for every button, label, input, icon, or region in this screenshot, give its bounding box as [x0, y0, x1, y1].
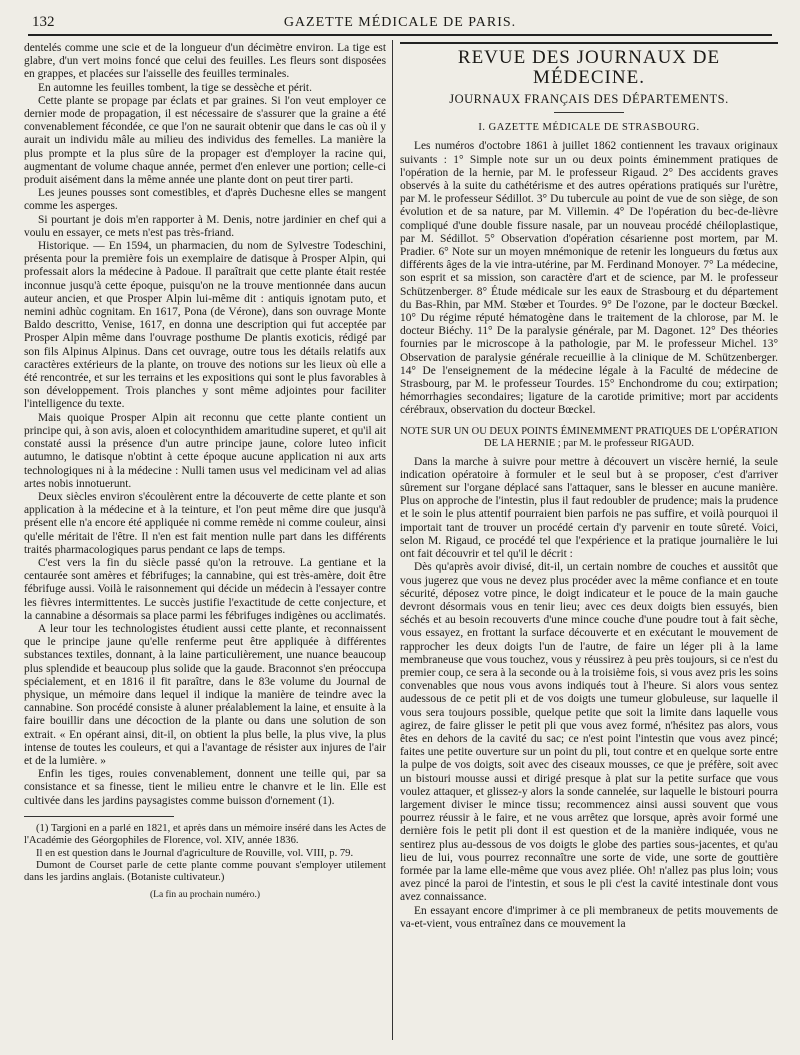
continuation-note: (La fin au prochain numéro.)	[150, 889, 260, 900]
footnotes	[24, 823, 386, 885]
paragraph: Deux siècles environ s'écoulèrent entre la découverte de cette plante et son application à la médecine et à la teinture, et l'on peut même dire que jusqu'à présent elle n'a encore été appliquée ni comme remède ni comme couleur, ainsi qu'elle méritait de l'être. Il n'en est fait mention nulle part dans les différents traités pharmacologiques parus pendant ce laps de temps.	[24, 490, 386, 556]
left-column	[24, 42, 386, 902]
footnote: Dumont de Courset parle de cette plante comme pouvant s'employer utilement dans les jardins anglais. (Botaniste cultivateur.)	[24, 860, 386, 884]
paragraph-historique: Historique. — En 1594, un pharmacien, du nom de Sylvestre Todeschini, présenta pour la première fois un exemplaire de datisque à Prosper Alpin, qui professait alors la médecine à Padoue. Il paraîtrait que cette plante était restée inconnue jusqu'à cette époque, puisqu'on ne la trouve mentionnée dans aucun auteur ancien, et que Prosper Alpin lui-même dit : antiquis ignotam puto, et nemini adhùc cognitam. En 1617, Pona (de Vérone), dans son ouvrage Monte Baldo descritto, Venise, 1617, en donna une description qui fut acceptée par Prosper Alpin même dans l'ouvrage posthume De plantis exoticis, rédigé par son fils Alpinus Alpinus. Dans cet ouvrage, outre tous les détails relatifs aux caractères extérieurs de la plante, on trouve des notions sur les lieux où elle a été rencontrée, et sur les terrains et les expositions qui sont le plus favorables à son développement. Trois planches y sont même adjointes pour faciliter l'intelligence du texte.	[24, 240, 386, 411]
paragraph: Les jeunes pousses sont comestibles, et d'après Duchesne elles se mangent comme les asperges.	[24, 187, 386, 213]
footnote: (1) Targioni en a parlé en 1821, et après dans un mémoire inséré dans les Actes de l'Académie des Géorgophiles de Florence, vol. XIV, année 1836.	[24, 822, 386, 847]
page-header	[28, 12, 772, 36]
page-number: 132	[32, 14, 55, 30]
section-title: I. GAZETTE MÉDICALE DE STRASBOURG.	[478, 122, 700, 134]
paragraph: En essayant encore d'imprimer à ce pli membraneux de petits mouvements de va-et-vient, vous entraînez dans ce mouvement la	[400, 904, 778, 930]
footnote: Il en est question dans le Journal d'agriculture de Rouville, vol. VIII, p. 79.	[36, 847, 354, 859]
paragraph: Cette plante se propage par éclats et par graines. Si l'on veut employer ce dernier mode de propagation, il est nécessaire de s'assurer que la graine a été convenablement fécondée, ce que l'on ne saurait obtenir que dans le cas où il y aurait un individu mâle au milieu des individus des femelles. La manière la plus prompte et la plus sûre de la propager est d'employer la racine qui, augmentant de volume chaque année, permet d'en enlever une portion; celle-ci produit aisément dans la même année une plante dont on peut tirer parti.	[24, 94, 386, 187]
paragraph: Dans la marche à suivre pour mettre à découvert un viscère hernié, la seule indication opératoire à formuler et le seul but à se proposer, c'est d'arriver sûrement sur l'organe déplacé sans l'attaquer, sans le blesser en aucune manière. Plus on approche de l'intestin, plus il faut redoubler de prudence; mais la prudence et le soin le plus attentif pourraient bien parfois ne pas suffire, et voilà pourquoi il importait tant de trouver un procédé certain d'y parvenir en toute sûreté. Voici, selon M. Rigaud, ce procédé tel que l'expérience et la pratique journalière le lui ont fait découvrir et tel qu'il le décrit :	[400, 455, 778, 561]
paragraph: C'est vers la fin du siècle passé qu'on la retrouve. La gentiane et la centaurée sont amères et fébrifuges; la cannabine, qui est très-amère, doit être fébrifuge aussi. Voilà le raisonnement qui décide un médecin à l'essayer contre les fièvres intermittentes. Le succès justifie l'exactitude de cette conjecture, et la cannabine a désormais sa place parmi les fébrifuges indigènes ou acclimatés.	[24, 556, 386, 622]
section-top-rule	[400, 42, 778, 44]
paragraph: Dès qu'après avoir divisé, dit-il, un certain nombre de couches et aussitôt que vous jugerez que vous ne devez plus procéder avec la même confiance et en toute sécurité, déposez votre pince, le doigt indicateur et le pouce de la main gauche devront désormais vous en tenir lieu; avec ces deux doigts bien essuyés, bien séchés et au besoin recouverts d'une mince couche d'une poudre tout à fait sèche, vous essayez, en frottant la surface découverte et en exécutant le mouvement de rapprocher les deux doigts l'un de l'autre, de faire un léger pli à la lame membraneuse que vous touchez, vous y réussirez à peu près toujours, si ce n'est du premier coup, ce sera à la seconde ou à la troisième fois, si vous avez pris les soins convenables que nous vous avons indiqués tout à l'heure. Si alors vous sentez audessous de ce petit pli et de vos doigts une tumeur globuleuse, sur laquelle il vous sera toujours possible, quelque petite que soit la limite dans laquelle vous agirez, de faire glisser le petit pli que vous avez formé, n'hésitez pas alors, vous êtes en dehors de la cavité du sac; ce n'est point l'intestin que vous avez pincé; faites une petite ouverture sur un point du pli, tout contre et en quelque sorte entre la pulpe de vos doigts, soit avec des ciseaux mousses, ce que je préfère, soit avec un bistouri mousse aussi et dirigé presque à plat sur la petite surface que vous voulez attaquer, et glissez-y alors la sonde cannelée, sur laquelle le bistouri pourra largement diviser le mince tissu; recommencez ainsi aussi souvent que vous pourrez réussir à le faire, et ne vous arrêtez que lorsque, après avoir formé une dernière fois le petit pli dont il est question et de la manière indiquée, vous ne sentirez plus au-dessous de vos doigts le globe des parties sous-jacentes, et qu'au lieu de lui, vous pourrez reconnaître une sorte de vide, une sorte de gouttière formée par la lame elle-même que vous avez pliée. Oh! n'allez pas plus loin; vous avez pincé la paroi de l'intestin, et sous le pli c'est la cavité intestinale dont vous avez connaissance.	[400, 561, 778, 904]
journal-title: GAZETTE MÉDICALE DE PARIS.	[283, 15, 517, 30]
footnote-separator	[24, 816, 174, 817]
review-subtitle: JOURNAUX FRANÇAIS DES DÉPARTEMENTS.	[449, 92, 729, 106]
column-divider	[392, 40, 393, 1040]
title-rule	[554, 112, 624, 113]
summary-paragraph: Les numéros d'octobre 1861 à juillet 1862 contiennent les travaux originaux suivants : 1° Simple note sur un ou deux points éminemment pratiques de l'opération de la hernie, par M. le professeur Rigaud. 2° Des accidents graves observés à la suite du cathétérisme et des autres opérations pratiqués sur l'urètre, par M. le professeur Sédillot. 3° Du tubercule au point de vue de son siège, de son évolution et de sa nature, par M. Villemin. 4° De l'opération du bec-de-lièvre compliqué d'une double fissure nasale, par un nouveau procédé chéiloplastique, par M. Sédillot. 5° Observation d'opération césarienne post mortem, par M. Pradier. 6° Note sur un moyen mnémonique de retenir les longueurs du fœtus aux différents âges de la vie intra-utérine, par M. Ferdinand Monoyer. 7° La médecine, son esprit et sa mission, son caractère d'art et de science, par M. le professeur Schützenberger. 8° Étude médicale sur les eaux de Strasbourg et du département du Bas-Rhin, par MM. Stœber et Tourdes. 9° De l'ozone, par le docteur Bœckel. 10° Du régime réputé hématogène dans le traitement de la chlorose, par M. le docteur Biéchy. 11° De la paralysie générale, par M. Dagonet. 12° Des théories fournies par le microscope à la pathologie, par M. le professeur Michel. 13° Observation de paralysie générale recueillie à la clinique de M. Schützenberger. 14° De l'enseignement de la médecine légale à la Faculté de médecine de Strasbourg, par M. le professeur Tourdes. 15° Enchondrome du cou; extirpation; hémorrhagies secondaires; ligature de la carotide primitive; mort par accidents cérébraux, observation du docteur Bœckel.	[400, 140, 778, 417]
paragraph: Si pourtant je dois m'en rapporter à M. Denis, notre jardinier en chef qui a voulu en essayer, ce mets n'est pas très-friand.	[24, 213, 386, 239]
paragraph: En automne les feuilles tombent, la tige se dessèche et périt.	[38, 81, 312, 94]
paragraph: dentelés comme une scie et de la longueur d'un décimètre environ. La tige est glabre, d'un vert moins foncé que celui des feuilles. Les fleurs sont disposées en grappes, et placées sur l'aisselle des feuilles terminales.	[24, 42, 386, 81]
review-title: REVUE DES JOURNAUX DE MÉDECINE.	[457, 47, 721, 88]
paragraph: Mais quoique Prosper Alpin ait reconnu que cette plante contient un principe qui, à son avis, aloen et colocynthidem amaritudine superet, et qu'il ait constaté aussi la présence d'un autre principe jaune, colore luteo inficit autumno, le datisque n'obtint à cette époque aucune application ni aux arts technologiques ni à la médecine : Nulli tamen usus vel medicinam vel ad alias artes nobis innotuerunt.	[24, 411, 386, 490]
right-column	[400, 42, 778, 931]
paragraph: Enfin les tiges, rouies convenablement, donnent une teille qui, par sa consistance et sa finesse, tient le milieu entre le chanvre et le lin. Elle est cultivée dans les jardins paysagistes comme buisson d'ornement (1).	[24, 768, 386, 807]
note-title: NOTE SUR UN OU DEUX POINTS ÉMINEMMENT PRATIQUES DE L'OPÉRATION DE LA HERNIE ; par M. le professeur RIGAUD.	[400, 425, 778, 449]
paragraph: A leur tour les technologistes étudient aussi cette plante, et reconnaissent que le principe jaune qu'elle renferme peut être appliquée à différentes substances textiles, donnant, à la laine particulièrement, une nuance beaucoup plus splendide et beaucoup plus solide que la gaude. Braconnot s'en préoccupa spécialement, et en 1816 il fit paraître, dans le 83e volume du Journal de physique, un mémoire dans lequel il indique la manière de teindre avec la cannabine. Son procédé consiste à aluner préalablement la laine, et ensuite à la faire bouillir dans une décoction de la plante ou dans une solution de son extrait. « En opérant ainsi, dit-il, on obtient la plus belle, la plus vive, la plus intense de toutes les couleurs, et qui a l'avantage de résister aux injures de l'air et de la lumière. »	[24, 622, 386, 767]
